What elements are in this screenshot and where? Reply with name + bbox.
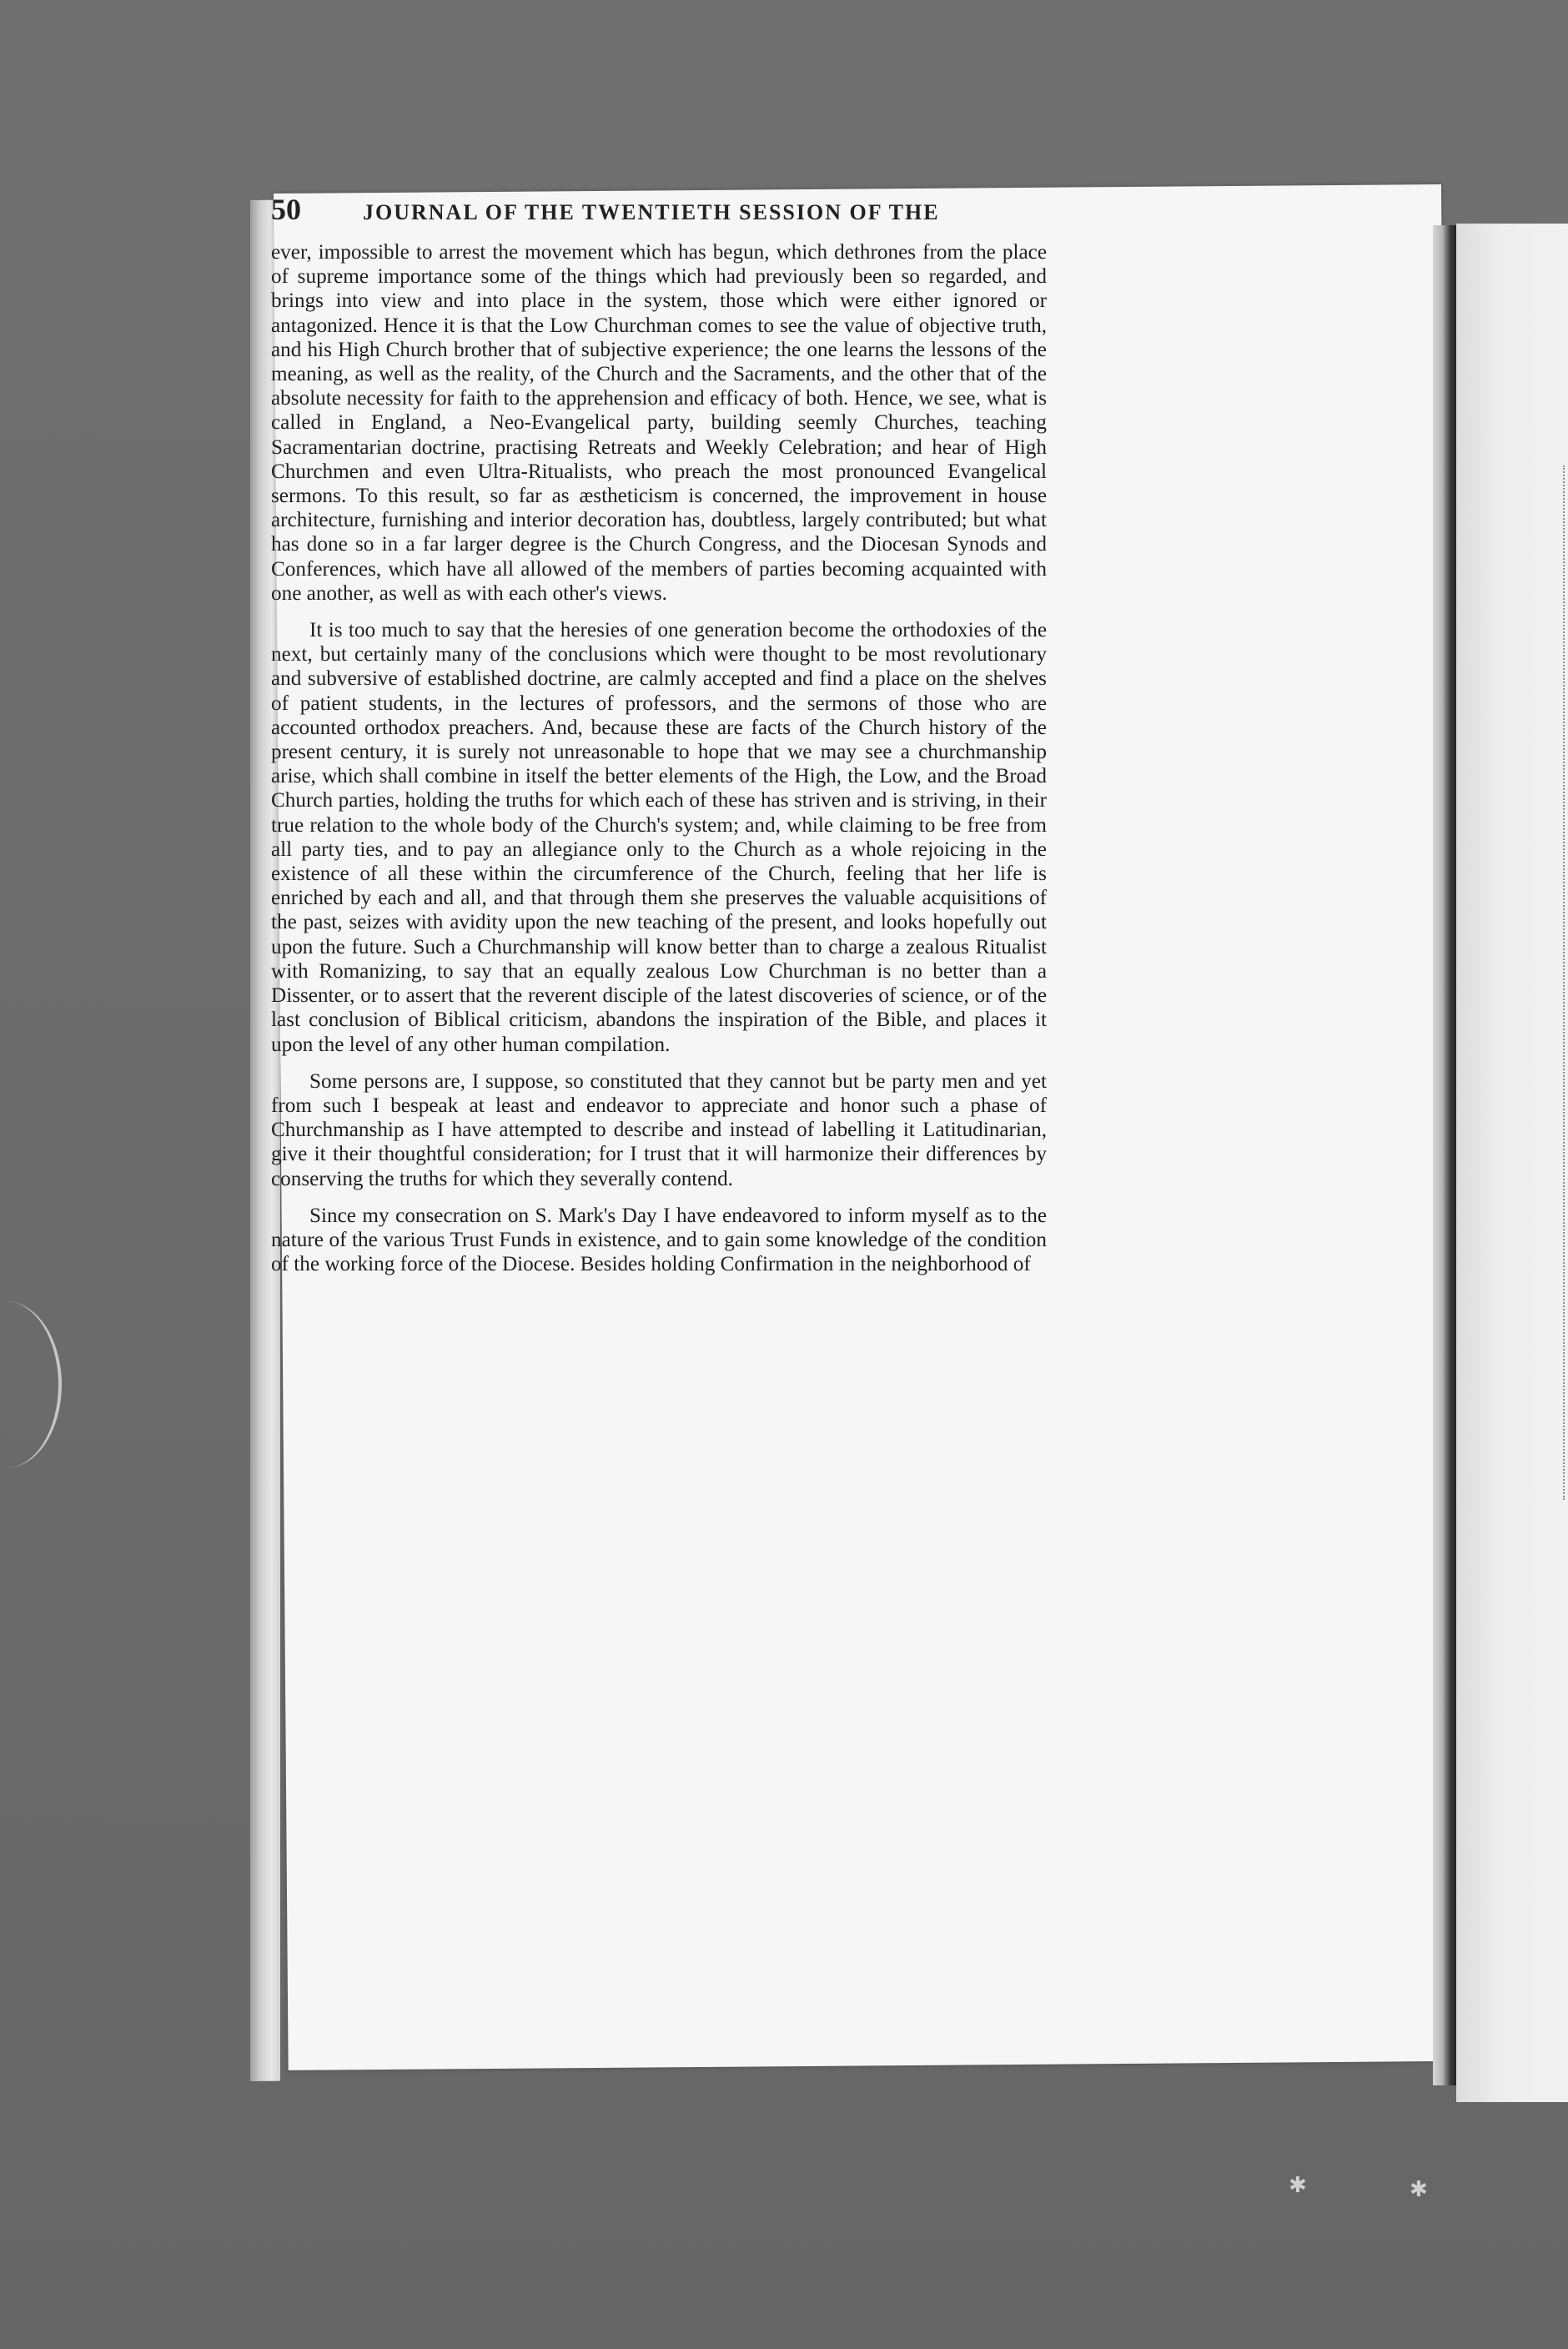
page-number: 50 [271, 193, 301, 226]
page-header [271, 192, 1047, 227]
running-head: JOURNAL OF THE TWENTIETH SESSION OF THE [363, 200, 940, 224]
dust-speck: ✱ [1410, 2177, 1428, 2202]
paragraph: ever, impossible to arrest the movement which has begun, which dethrones from the place of supreme importance some of the things which had previously been so regarded, and brings into view and into place in the system, those which were either ignored or antagonized. Hence it is that the Low Churchman comes to see the value of objective truth, and his High Church brother that of subjective experience; the one learns the lessons of the meaning, as well as the reality, of the Church and the Sacraments, and the other that of the absolute necessity for faith to the apprehension and efficacy of both. Hence, we see, what is called in England, a Neo-Evangelical party, building seemly Churches, teaching Sacramentarian doctrine, practising Retreats and Weekly Celebration; and hear of High Churchmen and even Ultra-Ritualists, who preach the most pronounced Evangelical sermons. To this result, so far as æstheticism is concerned, the improvement in house architecture, furnishing and interior decoration has, doubtless, largely contributed; but what has done so in a far larger degree is the Church Congress, and the Diocesan Synods and Conferences, which have all allowed of the members of parties becoming acquainted with one another, as well as with each other's views. [271, 241, 1047, 605]
paragraph: It is too much to say that the heresies of one generation become the orthodoxies of the next, but certainly many of the conclusions which were thought to be most revolutionary and subversive of established doctrine, are calmly accepted and find a place on the shelves of patient students, in the lectures of professors, and the sermons of those who are accounted orthodox preachers. And, because these are facts of the Church history of the present century, it is surely not unreasonable to hope that we may see a churchmanship arise, which shall combine in itself the better elements of the High, the Low, and the Broad Church parties, holding the truths for which each of these has striven and is striving, in their true relation to the whole body of the Church's system; and, while claiming to be free from all party ties, and to pay an allegiance only to the Church as a whole rejoicing in the existence of all these within the circumference of the Church, feeling that her life is enriched by each and all, and that through them she preserves the valuable acquisitions of the past, seizes with avidity upon the new teaching of the present, and looks hopefully out upon the future. Such a Churchmanship will know better than to charge a zealous Ritualist with Romanizing, to say that an equally zealous Low Churchman is no better than a Dissenter, or to assert that the reverent disciple of the latest discoveries of science, or of the last conclusion of Biblical criticism, abandons the inspiration of the Bible, and places it upon the level of any other human compilation. [271, 619, 1047, 1056]
facing-page-text-edge [1563, 465, 1568, 1500]
dust-speck: ✱ [1289, 2173, 1307, 2198]
paragraph: Some persons are, I suppose, so constituted that they cannot but be party men and yet from such I bespeak at least and endeavor to appreciate and honor such a phase of Churchmanship as I have attempted to describe and instead of labelling it Latitudinarian, give it their thoughtful consideration; for I trust that it will harmonize their differences by conserving the truths for which they severally contend. [271, 1069, 1047, 1190]
page-body [271, 240, 1047, 1289]
book-gutter [1433, 225, 1456, 2085]
paragraph: Since my consecration on S. Mark's Day I have endeavored to inform myself as to the nature of the various Trust Funds in existence, and to gain some knowledge of the condition of the working force of the Diocese. Besides holding Confirmation in the neighborhood of [271, 1204, 1047, 1276]
facing-page [1456, 224, 1568, 2102]
